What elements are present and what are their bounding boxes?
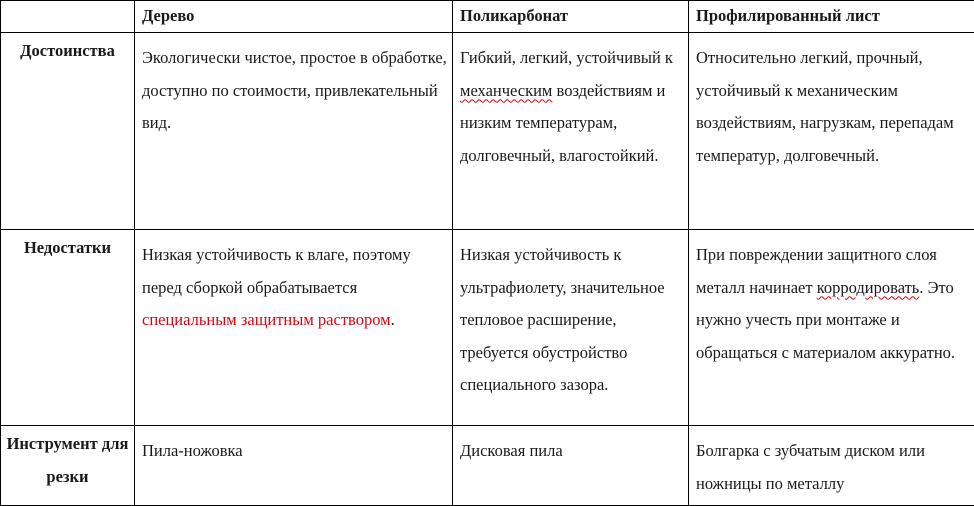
text-segment: воздействиям и низким температурам, долговечный, влагостойкий. [460,81,665,165]
row-label-disadvantages: Недостатки [1,230,135,426]
spellcheck-marked-word[interactable]: механческим [460,81,552,100]
cell-polycarbonate-advantages [453,33,689,230]
header-row [1,1,974,33]
header-empty-cell [1,1,135,33]
row-label-cutting-tool: Инструмент для резки [1,426,135,506]
highlighted-red-text: специальным защитным раствором [142,310,391,329]
cell-wood-disadvantages [135,230,453,426]
text-segment: . [391,310,395,329]
table-row [1,33,974,230]
spellcheck-marked-word[interactable]: корродировать [817,278,920,297]
text-segment: . Это нужно учесть при монтаже и обращаться с материалом аккуратно. [696,278,955,362]
cell-profiled-sheet-advantages: Относительно легкий, прочный, устойчивый к механическим воздействиям, нагрузкам, перепадам температур, долговечный. [689,33,974,230]
header-profiled-sheet: Профилированный лист [689,1,974,33]
cell-polycarbonate-cutting-tool: Дисковая пила [453,426,689,506]
row-label-advantages: Достоинства [1,33,135,230]
header-polycarbonate: Поликарбонат [453,1,689,33]
cell-polycarbonate-disadvantages: Низкая устойчивость к ультрафиолету, значительное тепловое расширение, требуется обустройство специального зазора. [453,230,689,426]
table-row [1,426,974,506]
cell-profiled-sheet-disadvantages [689,230,974,426]
cell-profiled-sheet-cutting-tool: Болгарка с зубчатым диском или ножницы по металлу [689,426,974,506]
header-wood: Дерево [135,1,453,33]
cell-wood-cutting-tool: Пила-ножовка [135,426,453,506]
cell-wood-advantages: Экологически чистое, простое в обработке, доступно по стоимости, привлекательный вид. [135,33,453,230]
table-row [1,230,974,426]
text-segment: Гибкий, легкий, устойчивый к [460,48,673,67]
text-segment: Низкая устойчивость к влаге, поэтому перед сборкой обрабатывается [142,245,411,297]
text-segment: При повреждении защитного слоя металл начинает [696,245,937,297]
